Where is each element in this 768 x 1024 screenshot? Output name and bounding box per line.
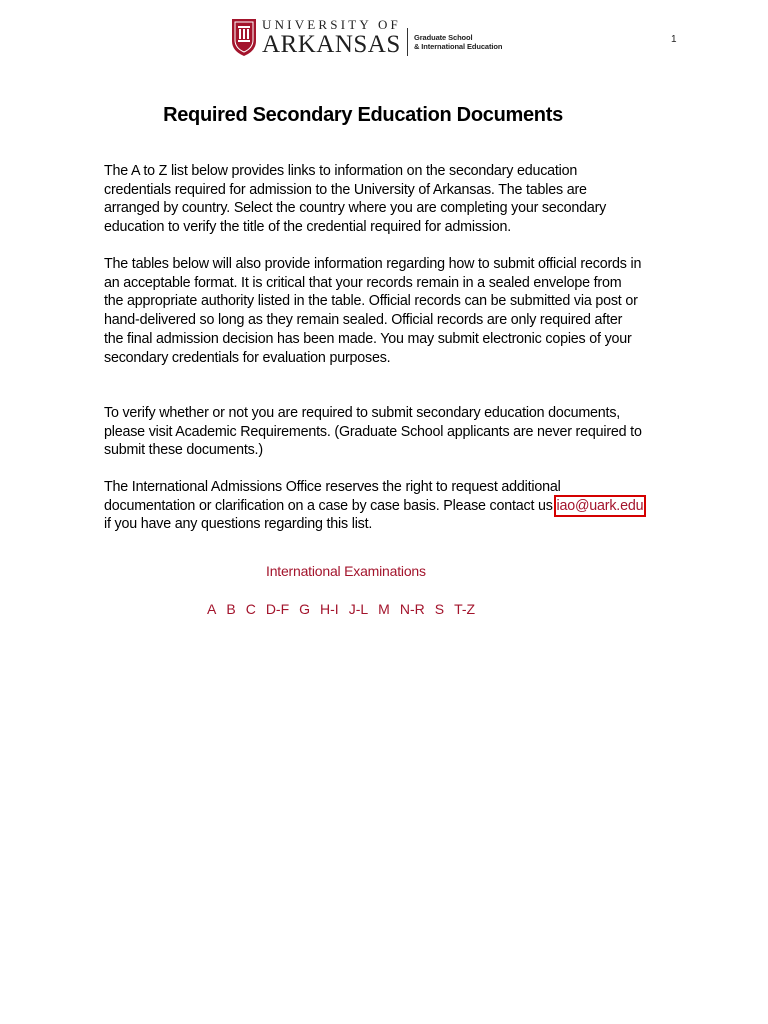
page-number: 1: [671, 34, 677, 45]
header-divider: [407, 28, 408, 56]
az-link-c[interactable]: C: [245, 601, 256, 617]
university-seal-icon: [230, 17, 258, 57]
arkansas-text: ARKANSAS: [262, 30, 401, 58]
email-link[interactable]: iao@uark.edu: [556, 497, 644, 514]
records-paragraph: The tables below will also provide information regarding how to submit official records in an acceptable format. It is critical that your records remain in a sealed envelope from the appropriate authority listed in the table. Official records can be submitted via post or hand-delivered so long as they remain sealed. Official records are only required after the final admission decision has been made. You may submit electronic copies of your secondary credentials for evaluation purposes.: [104, 256, 642, 366]
az-link-h-i[interactable]: H-I: [320, 601, 339, 617]
verify-paragraph: To verify whether or not you are required to submit secondary education documents, please visit Academic Requirements. (Graduate School applicants are never required to submit these documents.): [104, 405, 642, 459]
header-logo: [230, 14, 502, 60]
contact-text-after: if you have any questions regarding this list.: [104, 516, 373, 533]
international-examinations-link[interactable]: International Examinations: [266, 563, 426, 579]
university-wordmark: [262, 18, 401, 57]
az-link-m[interactable]: M: [378, 601, 390, 617]
az-link-t-z[interactable]: T-Z: [454, 601, 476, 617]
az-link-d-f[interactable]: D-F: [265, 601, 290, 617]
az-link-b[interactable]: B: [226, 601, 236, 617]
contact-paragraph: [104, 478, 644, 534]
graduate-school-label: [414, 33, 502, 52]
az-link-j-l[interactable]: J-L: [348, 601, 369, 617]
az-navigation: [207, 601, 485, 617]
contact-text-before: The International Admissions Office reserves the right to request additional documentation or clarification on a case by case basis. Please contact us: [104, 479, 561, 514]
university-of-text: UNIVERSITY OF: [262, 16, 401, 32]
az-link-n-r[interactable]: N-R: [399, 601, 425, 617]
page-title: Required Secondary Education Documents: [163, 104, 563, 126]
graduate-school-line1: Graduate School: [413, 32, 473, 42]
az-link-g[interactable]: G: [299, 601, 311, 617]
az-link-a[interactable]: A: [207, 601, 217, 617]
intro-paragraph: The A to Z list below provides links to information on the secondary education credentials required for admission to the University of Arkansas. The tables are arranged by country. Select the country where you are completing your secondary education to verify the title of the credential required for admission.: [104, 163, 607, 236]
az-link-s[interactable]: S: [434, 601, 445, 617]
graduate-school-line2: & International Education: [413, 42, 503, 51]
